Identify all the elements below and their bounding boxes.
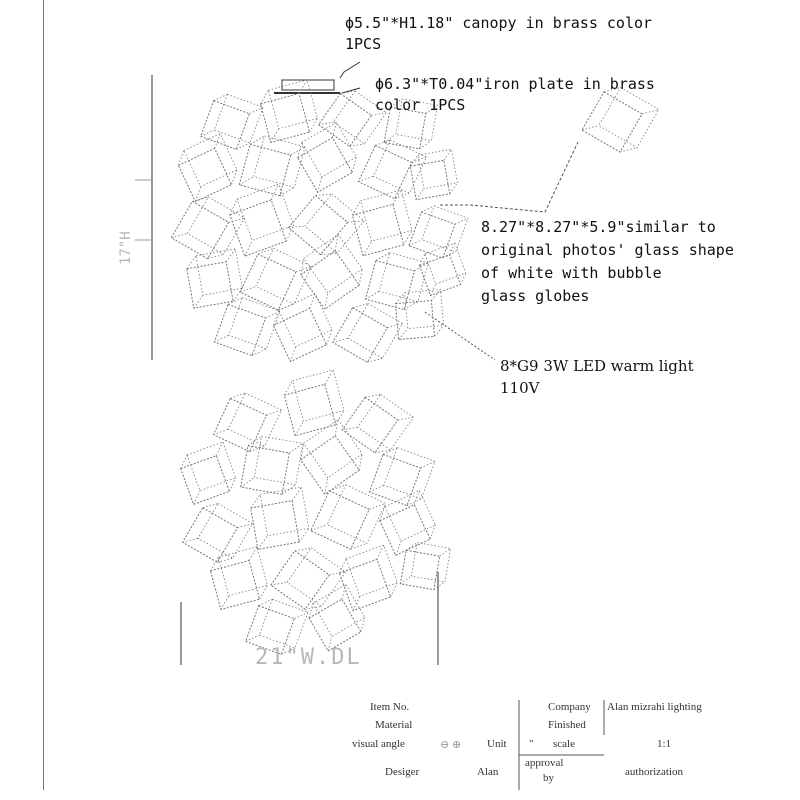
glass-cube: [349, 190, 415, 256]
material-label: Material: [375, 719, 413, 731]
scale-label: scale: [553, 738, 575, 750]
glass-cube: [201, 91, 263, 153]
glass-cube: [174, 134, 242, 202]
item-no-label: Item No.: [370, 701, 410, 713]
unit-label: Unit: [487, 738, 507, 750]
glass-cube: [213, 388, 281, 456]
glass-cube: [366, 250, 429, 313]
plate-note-line1: ϕ6.3"*T0.04"iron plate in brass: [375, 75, 655, 93]
visual-angle-label: visual angle: [352, 738, 405, 750]
width-dimension-label: 21"W.DL: [255, 645, 362, 670]
glass-cube: [294, 419, 369, 494]
glass-note-line3: of white with bubble: [481, 264, 662, 282]
height-dimension-label: 17"H: [118, 231, 134, 265]
unit-value: ": [529, 738, 534, 750]
approval-label: approval: [525, 757, 564, 769]
glass-cube: [288, 186, 364, 262]
glass-cube: [208, 547, 271, 610]
glass-cube: [214, 294, 280, 360]
glass-cube: [400, 541, 450, 591]
glass-note-line4: glass globes: [481, 287, 590, 305]
glass-cube: [336, 545, 402, 611]
glass-cube: [271, 541, 346, 616]
visual-angle-symbol: ⊖ ⊕: [440, 739, 462, 751]
finished-label: Finished: [548, 719, 586, 731]
canopy-note-line1: ϕ5.5"*H1.18" canopy in brass color: [345, 14, 653, 32]
approval-label-by: by: [543, 772, 554, 784]
glass-cube: [249, 487, 311, 549]
glass-leader: [440, 142, 578, 212]
designer-label: Desiger: [385, 766, 420, 778]
light-note-line1: 8*G9 3W LED warm light: [500, 357, 694, 375]
authorization-label: authorization: [625, 766, 684, 778]
glass-cube: [241, 434, 303, 496]
glass-note-line2: original photos' glass shape: [481, 241, 734, 259]
canopy-note-line2: 1PCS: [345, 35, 382, 53]
canopy-leader: [340, 62, 360, 78]
light-note-line2: 110V: [500, 379, 540, 397]
light-leader: [425, 312, 495, 360]
glass-cube: [240, 243, 311, 314]
glass-cube: [171, 191, 244, 264]
glass-cube: [258, 80, 321, 143]
glass-cube: [342, 388, 413, 459]
plate-note-line2: color 1PCS: [375, 96, 466, 114]
glass-cube: [358, 135, 426, 203]
glass-cube: [177, 442, 239, 504]
glass-cube: [375, 491, 440, 556]
glass-cube: [239, 133, 305, 199]
glass-cube: [333, 298, 403, 368]
glass-note-line1: 8.27"*8.27"*5.9"similar to: [481, 218, 716, 236]
glass-cube: [269, 294, 337, 362]
plate-leader: [342, 88, 360, 93]
glass-cube: [409, 202, 468, 261]
scale-value: 1:1: [657, 738, 672, 750]
glass-cube: [369, 444, 435, 510]
glass-cube: [304, 585, 370, 651]
company-value: Alan mizrahi lighting: [607, 701, 702, 713]
glass-cube: [183, 498, 253, 568]
glass-cube: [185, 249, 244, 308]
glass-cube: [319, 85, 387, 153]
glass-cube: [281, 370, 347, 436]
glass-cube: [409, 149, 459, 199]
canopy-shape: [282, 80, 334, 90]
company-label: Company: [548, 701, 591, 713]
designer-value: Alan: [477, 766, 499, 778]
glass-cube: [395, 290, 445, 340]
